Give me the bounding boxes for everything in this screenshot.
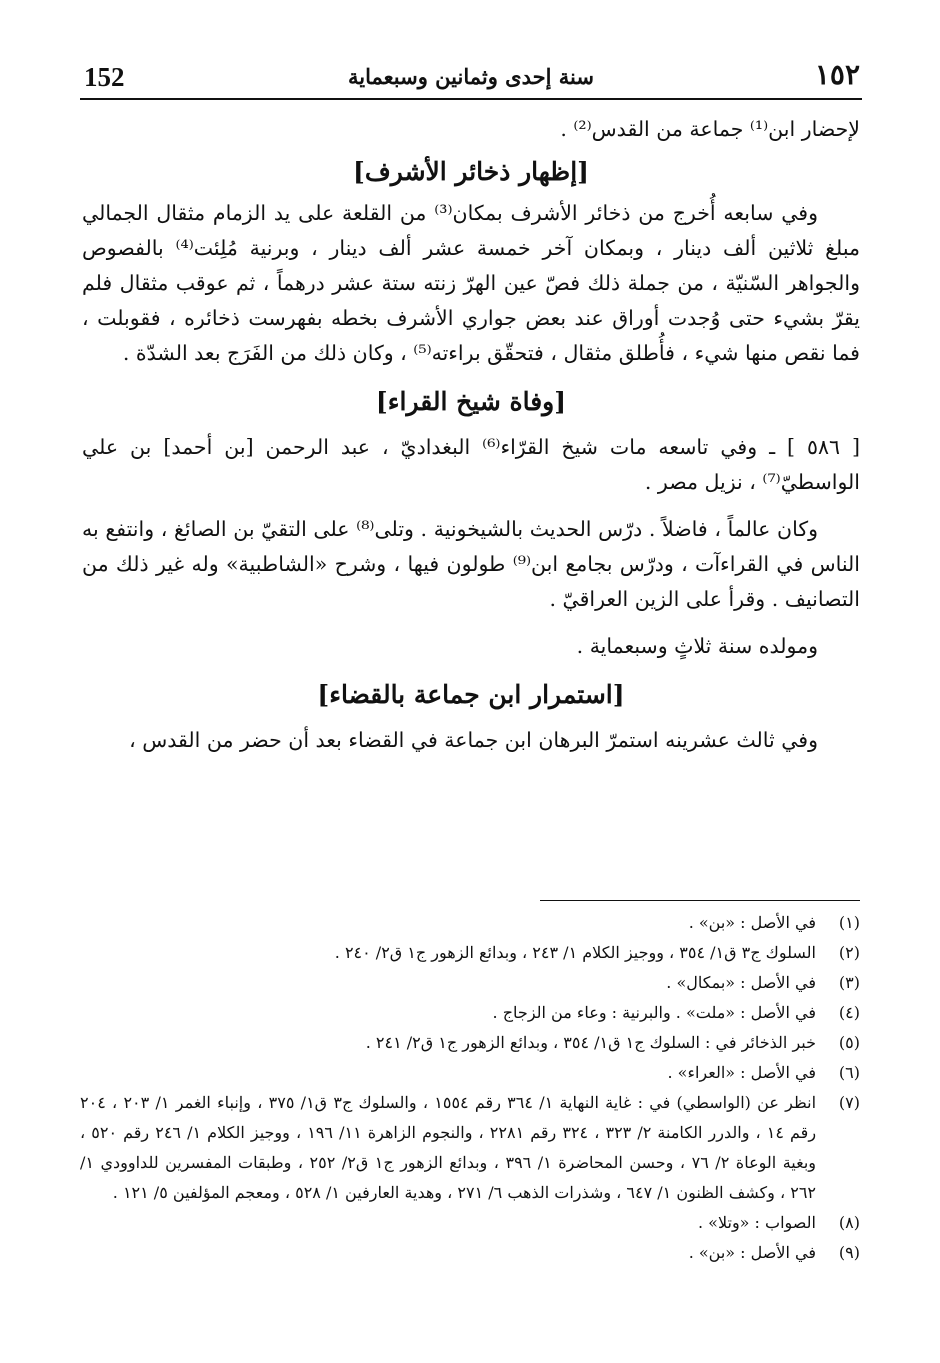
footnote (80, 938, 860, 968)
footnote (80, 1088, 860, 1208)
footnote (80, 908, 860, 938)
footnote-text: في الأصل : «العراء» . (667, 1063, 816, 1082)
section-paragraph-judgeship: وفي ثالث عشرينه استمرّ البرهان ابن جماعة في القضاء بعد أن حضر من القدس ، (129, 728, 818, 752)
footnote (80, 1238, 860, 1268)
footnote (80, 968, 860, 998)
footnote-number: (٤) (838, 1003, 860, 1022)
biography-paragraph: وكان عالماً ، فاضلاً . درّس الحديث بالشيخونية . وتلى⁽⁸⁾ على التقيّ بن الصائغ ، وانتفع به الناس في القراءآت ، ودرّس بجامع ابن⁽⁹⁾ طولون فيها ، وشرح «الشاطبية» وله غير ذلك من التصانيف . وقرأ على الزين العراقيّ . (82, 517, 860, 611)
footnote-number: (٦) (838, 1063, 860, 1082)
footnote-text: في الأصل : «بن» . (688, 1243, 816, 1262)
footnote-text: في الأصل : «ملت» . والبرنية : وعاء من الزجاج . (492, 1003, 816, 1022)
footnote-number: (٢) (838, 943, 860, 962)
footnote-text: السلوك ج٣ ق١/ ٣٥٤ ، ووجيز الكلام ١/ ٢٤٣ ، وبدائع الزهور ج١ ق٢/ ٢٤٠ . (334, 943, 816, 962)
footnote-number: (٨) (838, 1213, 860, 1232)
running-title: سنة إحدى وثمانين وسبعماية (348, 64, 594, 89)
footnote-number: (٧) (838, 1093, 860, 1112)
header-rule (80, 98, 862, 100)
birth-paragraph: ومولده سنة ثلاثٍ وسبعماية . (576, 634, 818, 658)
footnote-number: (٩) (838, 1243, 860, 1262)
footnote-text: في الأصل : «بن» . (688, 913, 816, 932)
section-paragraph-treasures: وفي سابعه أُخرج من ذخائر الأشرف بمكان⁽³⁾ من القلعة على يد الزمام مثقال الجمالي مبلغ ثلاثين ألف دينار ، وبمكان آخر خمسة عشر ألف دينار ، وبرنية مُلِئت⁽⁴⁾ بالفصوص والجواهر السّنيّة ، من جملة ذلك فصّ عين الهرّ زنته ستة عشر درهماً ، ثم عوقب مثقال فلم يقرّ بشيء حتى وُجدت أوراق عند بعض جواري الأشرف بخطه بفهرست ذخائره ، فقوبلت ، فما نقص منها شيء ، فأُطلق مثقال ، فتحقّق براءته⁽⁵⁾ ، وكان ذلك من الفَرَج بعد الشدّة . (82, 201, 860, 365)
footnote (80, 998, 860, 1028)
footnote-text: في الأصل : «بمكال» . (666, 973, 816, 992)
footnote (80, 1208, 860, 1238)
footnote-number: (١) (838, 913, 860, 932)
section-heading-judgeship: [استمرار ابن جماعة بالقضاء] (317, 680, 625, 709)
entry-paragraph: [ ٥٨٦ ] ـ وفي تاسعه مات شيخ القرّاء⁽⁶⁾ البغداديّ ، عبد الرحمن [بن أحمد] بن علي الواسطيّ⁽⁷⁾ ، نزيل مصر . (82, 435, 860, 494)
footnote-number: (٥) (838, 1033, 860, 1052)
footnote-rule (540, 900, 860, 901)
footnote-text: خبر الذخائر في : السلوك ج١ ق١/ ٣٥٤ ، وبدائع الزهور ج١ ق٢/ ٢٤١ . (365, 1033, 816, 1052)
page-number-latin: 152 (84, 62, 125, 92)
footnote (80, 1028, 860, 1058)
opening-line: لإحضار ابن⁽¹⁾ جماعة من القدس⁽²⁾ . (560, 117, 860, 141)
main-text (82, 112, 860, 758)
page-number-arabic: ١٥٢ (814, 58, 860, 91)
footnote-number: (٣) (838, 973, 860, 992)
section-heading-death: [وفاة شيخ القراء] (375, 387, 567, 416)
footnote (80, 1058, 860, 1088)
section-heading-treasures: [إظهار ذخائر الأشرف] (353, 157, 589, 186)
page-header (80, 52, 862, 100)
footnote-text: انظر عن (الواسطي) في : غاية النهاية ١/ ٣٦٤ رقم ١٥٥٤ ، والسلوك ج٣ ق١/ ٣٧٥ ، وإنباء الغمر ١/ ٢٠٣ ، ٢٠٤ رقم ١٤ ، والدرر الكامنة ٢/ ٣٢٣ ، ٣٢٤ رقم ٢٢٨١ ، والنجوم الزاهرة ١١/ ١٩٦ ، ووجيز الكلام ١/ ٢٤٦ رقم ٥٢٠ ، وبغية الوعاة ٢/ ٧٦ ، وحسن المحاضرة ١/ ٣٩٦ ، وبدائع الزهور ج١ ق٢/ ٢٥٢ ، وطبقات المفسرين للداوودي ١/ ٢٦٢ ، وكشف الظنون ١/ ٦٤٧ ، وشذرات الذهب ٦/ ٢٧١ ، وهدية العارفين ١/ ٥٢٨ ، ومعجم المؤلفين ٥/ ١٢١ . (80, 1093, 817, 1202)
footnotes (80, 908, 860, 1268)
footnote-text: الصواب : «وتلا» . (697, 1213, 816, 1232)
